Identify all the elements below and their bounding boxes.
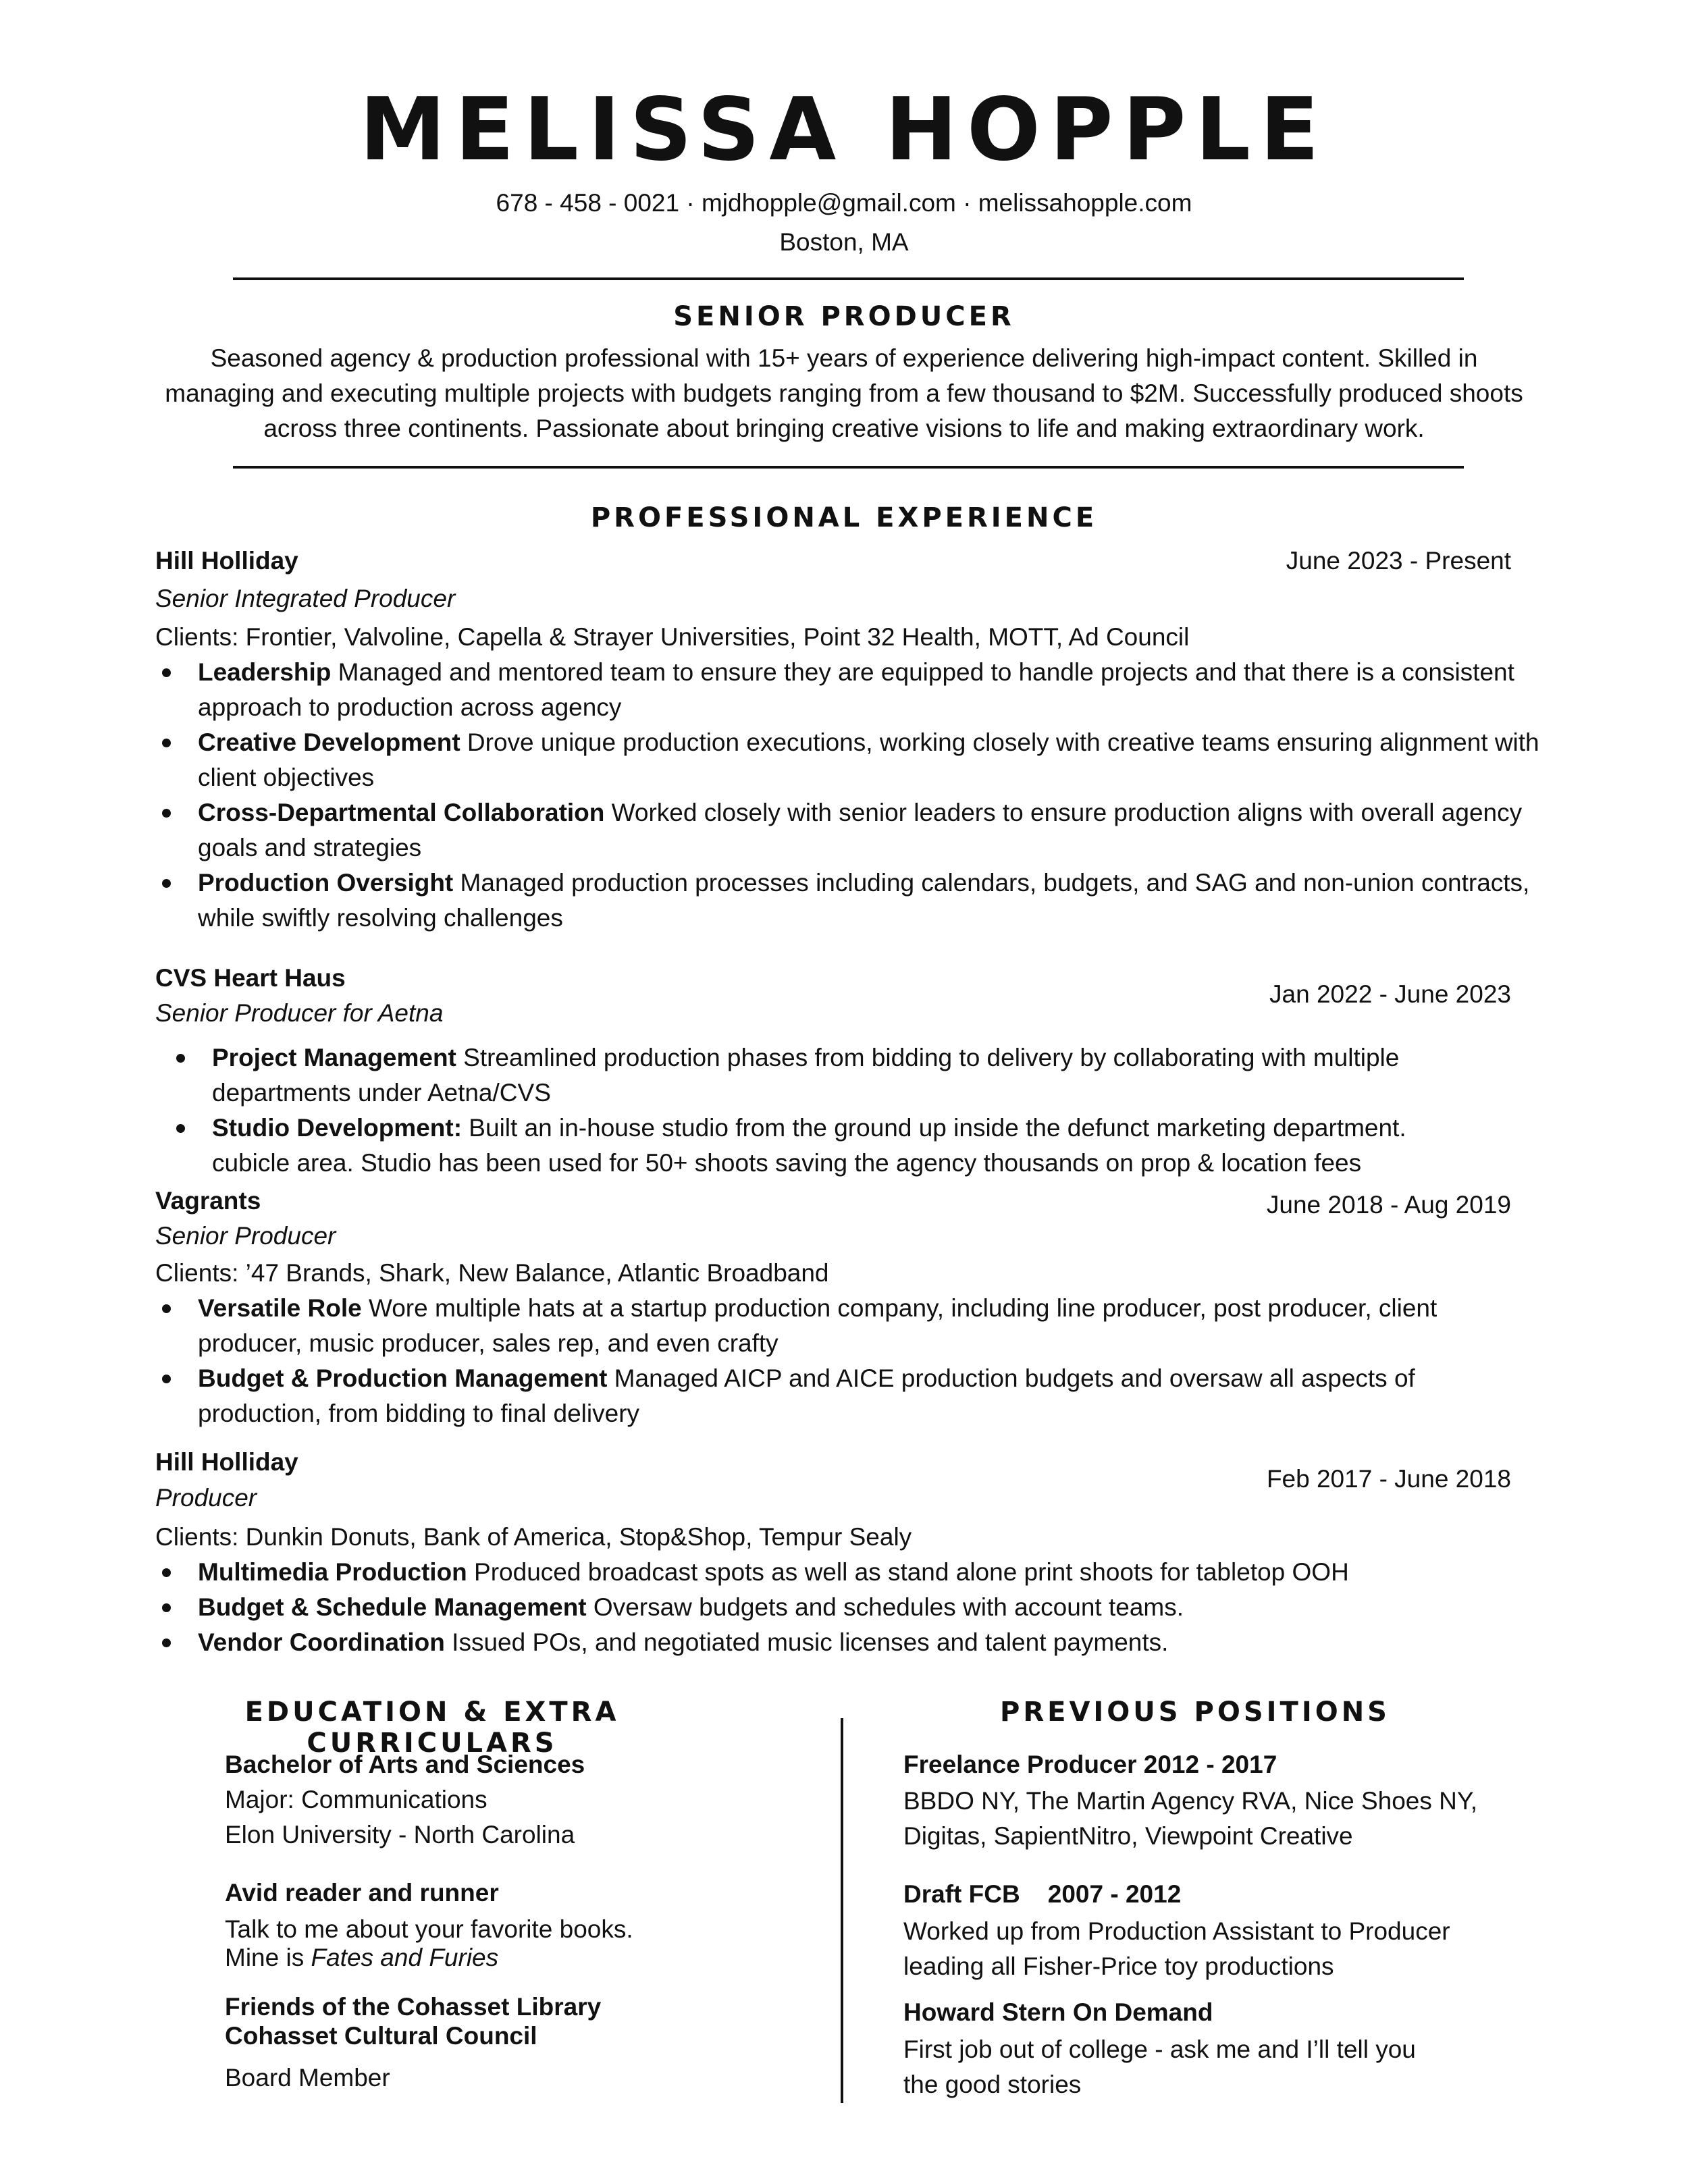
- bullet-text: Wore multiple hats at a startup production company, including line producer, post producer, client producer, music producer, sales rep, and even crafty: [198, 1294, 1438, 1357]
- bullet-label: Project Management: [212, 1044, 456, 1071]
- summary-text: Seasoned agency & production professional with 15+ years of experience delivering high-impact content. Skilled in managing and executing multiple projects with budgets ranging from a few thousand to $2M. Successfully produced shoots across three continents. Passionate about bringing creative visions to life and making extraordinary work.: [165, 344, 1523, 442]
- list-item: [198, 1361, 1514, 1431]
- job-dates: June 2023 - Present: [1286, 547, 1511, 575]
- job-dates: Feb 2017 - June 2018: [1266, 1465, 1511, 1493]
- bullet-icon: [162, 668, 171, 677]
- position-head: Freelance Producer 2012 - 2017: [903, 1751, 1277, 1778]
- job-dates: Jan 2022 - June 2023: [1269, 980, 1511, 1008]
- bullet-label: Cross-Departmental Collaboration: [198, 799, 605, 826]
- divider: [233, 466, 1464, 469]
- bullet-text: Streamlined production phases from bidding to delivery by collaborating with multiple departments under Aetna/CVS: [212, 1044, 1400, 1107]
- list-item: [212, 1040, 1481, 1111]
- bullet-text: Drove unique production executions, working closely with creative teams ensuring alignment with client objectives: [198, 728, 1539, 791]
- bullet-label: Studio Development:: [212, 1114, 463, 1142]
- bullet-label: Budget & Production Management: [198, 1364, 608, 1392]
- major: Major: Communications: [225, 1786, 487, 1813]
- bullet-label: Leadership: [198, 658, 332, 686]
- bullet-icon: [162, 879, 171, 888]
- bullet-text: Worked closely with senior leaders to ensure production aligns with overall agency goals and strategies: [198, 799, 1523, 861]
- job-dates: June 2018 - Aug 2019: [1266, 1191, 1511, 1219]
- bullet-icon: [162, 1304, 171, 1313]
- column-divider: [841, 1718, 843, 2103]
- position-head: Howard Stern On Demand: [903, 1998, 1213, 2026]
- bullet-label: Production Oversight: [198, 869, 454, 897]
- previous-positions-title: PREVIOUS POSITIONS: [1000, 1697, 1390, 1728]
- list-item: [198, 725, 1541, 795]
- position-line: leading all Fisher-Price toy productions: [903, 1952, 1334, 1980]
- school: Elon University - North Carolina: [225, 1821, 575, 1848]
- list-item: [198, 1625, 1541, 1660]
- bullet-label: Vendor Coordination: [198, 1628, 445, 1656]
- job-clients: Clients: Frontier, Valvoline, Capella & Strayer Universities, Point 32 Health, MOTT, Ad Council: [155, 623, 1190, 651]
- bullet-text: Built an in-house studio from the ground up inside the defunct marketing department. cubicle area. Studio has been used for 50+ shoots saving the agency thousands on prop & location fees: [212, 1114, 1406, 1177]
- job-clients: Clients: ’47 Brands, Shark, New Balance, Atlantic Broadband: [155, 1259, 829, 1287]
- job-title: Producer: [155, 1484, 257, 1512]
- job-company: Hill Holliday: [155, 1448, 298, 1476]
- bullet-text: Managed production processes including calendars, budgets, and SAG and non-union contracts, while swiftly resolving challenges: [198, 869, 1530, 932]
- bullet-text: Oversaw budgets and schedules with account teams.: [586, 1593, 1184, 1621]
- education-title: EDUCATION & EXTRA CURRICULARS: [244, 1697, 620, 1759]
- position-line: First job out of college - ask me and I’ll tell you: [903, 2035, 1416, 2063]
- bullet-text: Issued POs, and negotiated music licenses and talent payments.: [444, 1628, 1169, 1656]
- degree: Bachelor of Arts and Sciences: [225, 1751, 585, 1778]
- position-head: Draft FCB 2007 - 2012: [903, 1880, 1182, 1908]
- position-line: BBDO NY, The Martin Agency RVA, Nice Shoes NY,: [903, 1787, 1478, 1815]
- favorite-book: Fates and Furies: [311, 1944, 499, 1971]
- bullet-icon: [162, 1603, 171, 1612]
- bullet-icon: [162, 809, 171, 818]
- experience-title: PROFESSIONAL EXPERIENCE: [590, 502, 1098, 533]
- bullet-icon: [162, 1639, 171, 1647]
- job-title: Senior Producer for Aetna: [155, 999, 444, 1027]
- bullet-label: Multimedia Production: [198, 1558, 467, 1586]
- job-company: Vagrants: [155, 1187, 261, 1215]
- bullet-label: Creative Development: [198, 728, 460, 756]
- hobby-title: Avid reader and runner: [225, 1879, 499, 1907]
- bullet-icon: [176, 1054, 185, 1063]
- job-company: CVS Heart Haus: [155, 964, 346, 992]
- list-item: [198, 655, 1541, 725]
- organization: Cohasset Cultural Council: [225, 2022, 537, 2050]
- bullet-icon: [176, 1124, 185, 1133]
- job-bullets: [198, 1291, 1514, 1431]
- list-item: [198, 795, 1541, 865]
- bullet-label: Versatile Role: [198, 1294, 362, 1322]
- job-title: Senior Producer: [155, 1222, 336, 1250]
- list-item: [198, 1291, 1514, 1361]
- bullet-icon: [162, 739, 171, 747]
- position-line: the good stories: [903, 2071, 1082, 2098]
- contact-line: 678 - 458 - 0021 · mjdhopple@gmail.com · melissahopple.com: [496, 189, 1192, 217]
- job-bullets: [198, 655, 1541, 936]
- list-item: [198, 1590, 1541, 1625]
- job-clients: Clients: Dunkin Donuts, Bank of America, Stop&Shop, Tempur Sealy: [155, 1523, 912, 1551]
- hobby-line: [225, 1940, 498, 1975]
- bullet-text: Managed AICP and AICE production budgets and oversaw all aspects of production, from bidding to final delivery: [198, 1364, 1415, 1427]
- hobby-line: Talk to me about your favorite books.: [225, 1915, 633, 1943]
- bullet-label: Budget & Schedule Management: [198, 1593, 587, 1621]
- divider: [233, 277, 1464, 280]
- job-title: Senior Integrated Producer: [155, 585, 456, 612]
- bullet-icon: [162, 1375, 171, 1383]
- hobby-prefix: Mine is: [225, 1944, 311, 1971]
- list-item: [198, 1555, 1541, 1590]
- board-role: Board Member: [225, 2064, 390, 2092]
- candidate-name: MELISSA HOPPLE: [359, 80, 1329, 180]
- organization: Friends of the Cohasset Library: [225, 1993, 602, 2021]
- bullet-text: Produced broadcast spots as well as stand alone print shoots for tabletop OOH: [467, 1558, 1349, 1586]
- list-item: [212, 1111, 1481, 1181]
- position-line: Worked up from Production Assistant to Producer: [903, 1917, 1450, 1945]
- bullet-icon: [162, 1568, 171, 1577]
- location: Boston, MA: [779, 228, 909, 256]
- position-line: Digitas, SapientNitro, Viewpoint Creative: [903, 1822, 1353, 1850]
- job-bullets: [212, 1040, 1481, 1181]
- list-item: [198, 865, 1541, 936]
- bullet-text: Managed and mentored team to ensure they are equipped to handle projects and that there is a consistent approach to production across agency: [198, 658, 1514, 721]
- summary-title: SENIOR PRODUCER: [673, 301, 1015, 332]
- job-bullets: [198, 1555, 1541, 1660]
- job-company: Hill Holliday: [155, 547, 298, 575]
